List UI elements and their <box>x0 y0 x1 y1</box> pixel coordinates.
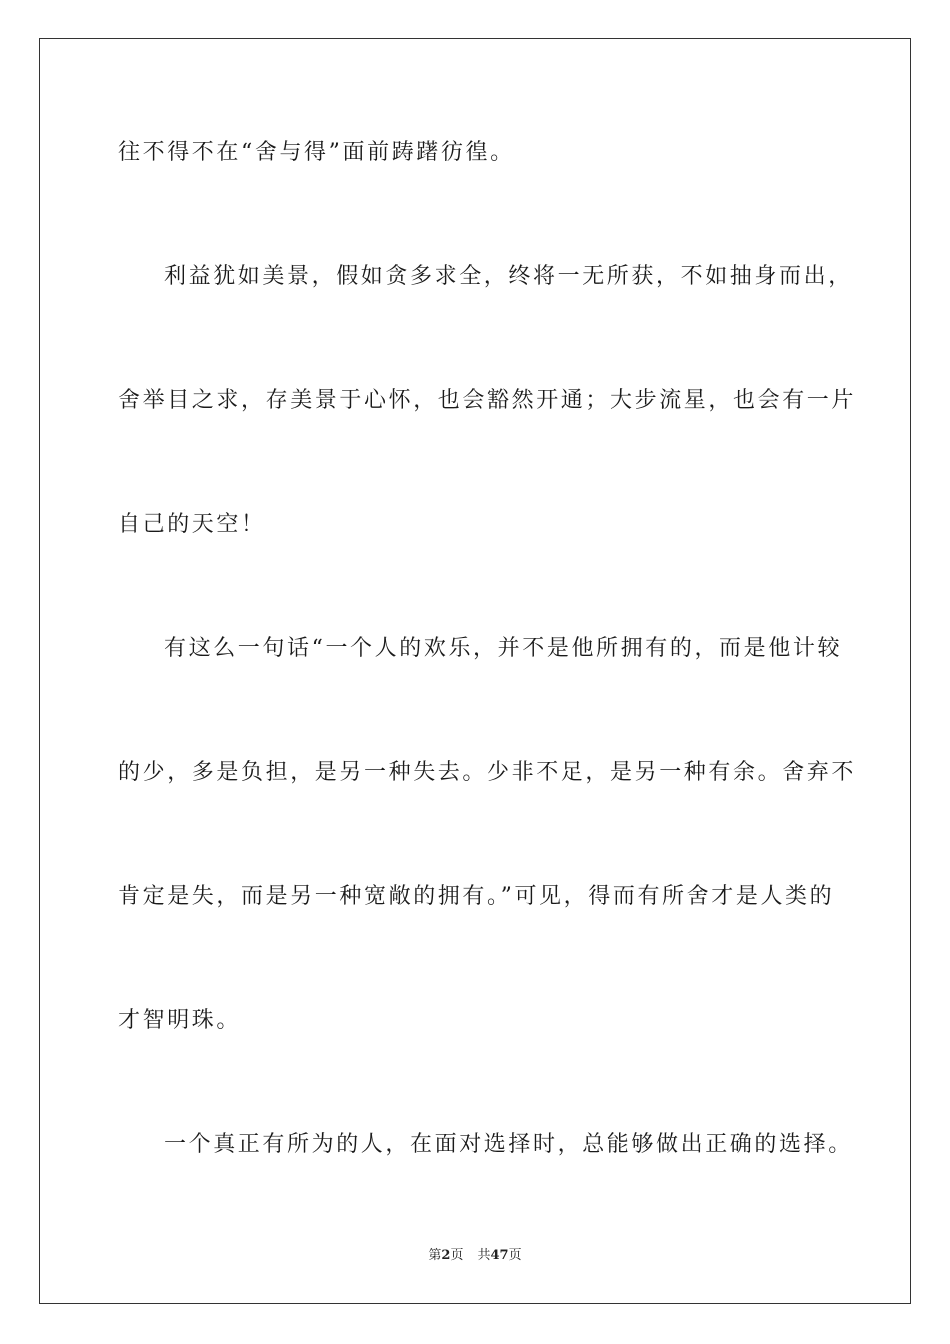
text-line-6: 的少，多是负担，是另一种失去。少非不足，是另一种有余。舍弃不 <box>118 760 857 785</box>
text-line-3: 舍举目之求，存美景于心怀，也会豁然开通；大步流星，也会有一片 <box>118 388 857 413</box>
total-prefix: 共 <box>477 1248 491 1263</box>
total-suffix: 页 <box>508 1248 522 1263</box>
text-line-4: 自己的天空！ <box>118 512 266 537</box>
page-prefix: 第 <box>428 1248 442 1263</box>
text-line-8: 才智明珠。 <box>118 1008 242 1033</box>
text-line-2: 利益犹如美景，假如贪多求全，终将一无所获，不如抽身而出， <box>164 264 853 289</box>
text-line-1: 往不得不在“舍与得”面前踌躇彷徨。 <box>118 140 515 165</box>
text-line-9: 一个真正有所为的人，在面对选择时，总能够做出正确的选择。 <box>164 1132 853 1157</box>
page-suffix: 页 <box>450 1248 464 1263</box>
page-footer <box>0 1247 950 1265</box>
text-line-5: 有这么一句话“一个人的欢乐，并不是他所拥有的，而是他计较 <box>164 636 843 661</box>
text-line-7: 肯定是失，而是另一种宽敞的拥有。”可见，得而有所舍才是人类的 <box>118 884 835 909</box>
page-border <box>39 38 911 1304</box>
page-number: 2 <box>441 1248 451 1263</box>
total-pages: 47 <box>490 1248 509 1263</box>
